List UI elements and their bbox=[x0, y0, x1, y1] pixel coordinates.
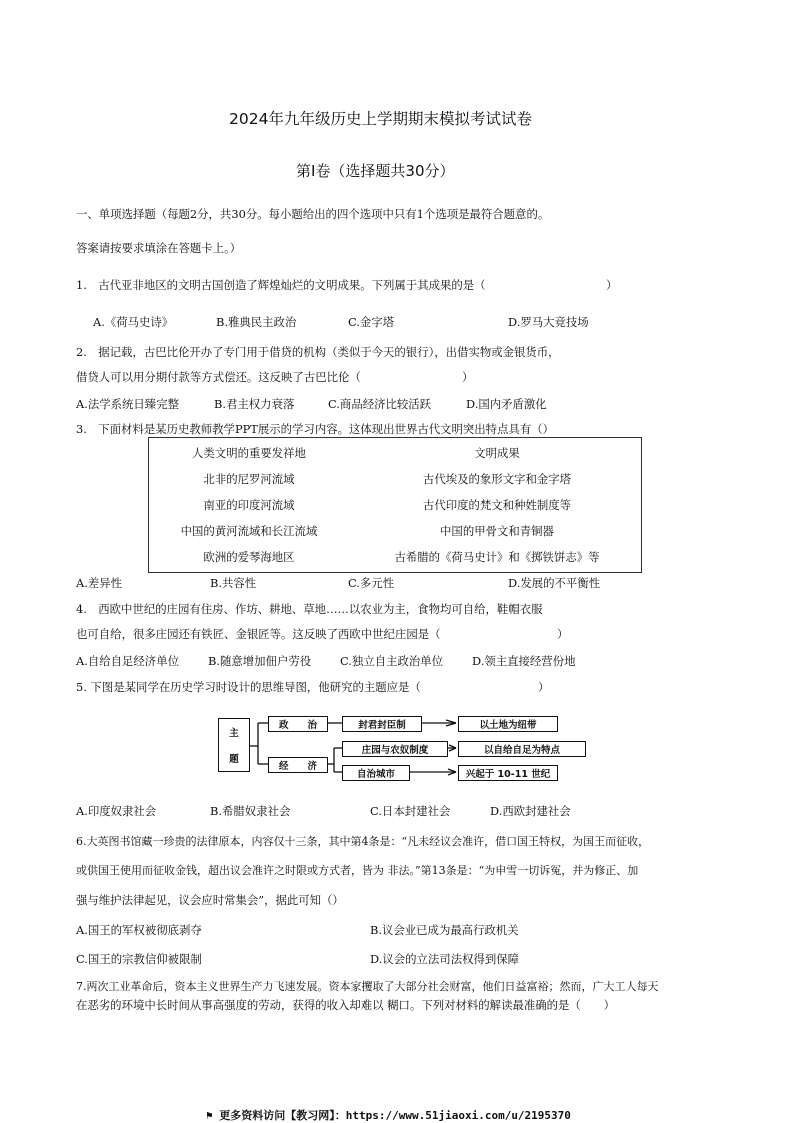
flag-icon: ⚑ bbox=[206, 1109, 220, 1122]
q3-option-d: D.发展的不平衡性 bbox=[508, 576, 601, 590]
q6-line-1: 6.大英图书馆藏一珍贵的法律原本，内容仅十三条，其中第4条是：“凡未经议会准许，借口国王特权，为国王而征收， bbox=[76, 835, 650, 848]
instructions-line-2: 答案请按要求填涂在答题卡上。） bbox=[76, 241, 242, 255]
table-header-left: 人类文明的重要发祥地 bbox=[192, 446, 306, 460]
mind-map-economy: 经 济 bbox=[268, 757, 328, 773]
q2-option-a: A.法学系统日臻完整 bbox=[76, 397, 179, 411]
q7-line-2: 在恶劣的环境中长时间从事高强度的劳动，获得的收入却难以 糊口。下列对材料的解读最准确的是（ ） bbox=[76, 998, 615, 1012]
q5-mind-map bbox=[216, 712, 586, 780]
q1-blank-close: ） bbox=[606, 278, 618, 292]
q5-option-a: A.印度奴隶社会 bbox=[76, 804, 157, 818]
mind-map-land: 以土地为纽带 bbox=[458, 716, 558, 732]
table-cell-left: 北非的尼罗河流域 bbox=[203, 472, 295, 486]
q6-option-c: C.国王的宗教信仰被限制 bbox=[76, 952, 202, 966]
table-cell-right: 中国的甲骨文和青铜器 bbox=[440, 524, 554, 538]
table-cell-left: 南亚的印度河流域 bbox=[203, 498, 295, 512]
q1-option-c: C.金字塔 bbox=[348, 315, 395, 329]
mind-map-manor: 庄园与农奴制度 bbox=[342, 741, 448, 757]
q3-option-a: A.差异性 bbox=[76, 576, 123, 590]
q2-option-c: C.商品经济比较活跃 bbox=[328, 397, 432, 411]
mind-map-politics: 政 治 bbox=[268, 716, 328, 732]
q4-option-b: B.随意增加佃户劳役 bbox=[208, 654, 312, 668]
footer-link[interactable] bbox=[206, 1107, 571, 1123]
theme-char-bottom: 题 bbox=[229, 754, 239, 765]
mind-map-self-sufficient: 以自给自足为特点 bbox=[458, 741, 586, 757]
q5-option-b: B.希腊奴隶社会 bbox=[210, 804, 291, 818]
q6-option-b: B.议会业已成为最高行政机关 bbox=[370, 923, 519, 937]
mind-map-fengjian: 封君封臣制 bbox=[342, 716, 422, 732]
footer-text: 更多资料访问【教习网】：https://www.51jiaoxi.com/u/2195370 bbox=[219, 1109, 571, 1122]
q4-line-2: 也可自给，很多庄园还有铁匠、金银匠等。这反映了西欧中世纪庄园是（ bbox=[76, 627, 441, 641]
q5-blank-close: ） bbox=[538, 680, 550, 694]
q6-line-2: 或供国王使用而征收金钱，超出议会准许之时限或方式者，皆为 非法。”第13条是：“为申雪一切诉冤，并为修正、加 bbox=[76, 864, 639, 877]
q1-stem: 1. 古代亚非地区的文明古国创造了辉煌灿烂的文明成果。下列属于其成果的是（ bbox=[76, 278, 486, 292]
table-cell-right: 古希腊的《荷马史计》和《掷铁饼志》等 bbox=[394, 550, 600, 564]
q1-option-a: A.《荷马史诗》 bbox=[93, 315, 174, 329]
q7-line-1: 7.两次工业革命后，资本主义世界生产力飞速发展。资本家攫取了大部分社会财富，他们日益富裕；然而，广大工人每天 bbox=[76, 980, 659, 993]
mind-map-city: 自治城市 bbox=[342, 765, 410, 781]
q5-stem: 5. 下图是某同学在历史学习时设计的思维导图，他研究的主题应是（ bbox=[76, 680, 421, 694]
q6-option-d: D.议会的立法司法权得到保障 bbox=[370, 952, 520, 966]
table-cell-left: 欧洲的爱琴海地区 bbox=[203, 550, 295, 564]
exam-title: 2024年九年级历史上学期期末模拟考试试卷 bbox=[229, 110, 532, 128]
q6-option-a: A.国王的军权被彻底剥夺 bbox=[76, 923, 202, 937]
q5-option-d: D.西欧封建社会 bbox=[490, 804, 571, 818]
mind-map-theme-box bbox=[218, 718, 250, 772]
q4-line-1: 4. 西欧中世纪的庄园有住房、作坊、耕地、草地……以农业为主，食物均可自给，鞋帽衣服 bbox=[76, 602, 543, 616]
q4-option-c: C.独立自主政治单位 bbox=[340, 654, 444, 668]
q2-option-d: D.国内矛盾激化 bbox=[466, 397, 547, 411]
q1-option-d: D.罗马大竞技场 bbox=[508, 315, 589, 329]
q3-option-b: B.共容性 bbox=[210, 576, 257, 590]
table-cell-left: 中国的黄河流域和长江流域 bbox=[180, 524, 318, 538]
table-header-right: 文明成果 bbox=[474, 446, 520, 460]
theme-char-top: 主 bbox=[229, 728, 239, 739]
q6-line-3: 强与维护法律起见，议会应时常集会”，据此可知（） bbox=[76, 893, 344, 907]
instructions-line-1: 一、单项选择题（每题2分，共30分。每小题给出的四个选项中只有1个选项是最符合题意的。 bbox=[76, 207, 550, 221]
table-cell-right: 古代印度的梵文和种姓制度等 bbox=[422, 498, 572, 512]
q3-stem: 3. 下面材料是某历史教师教学PPT展示的学习内容。这体现出世界古代文明突出特点具有（） bbox=[76, 422, 555, 436]
mind-map-rise: 兴起于 10-11 世纪 bbox=[458, 765, 558, 781]
q4-option-d: D.领主直接经营份地 bbox=[472, 654, 576, 668]
q1-option-b: B.雅典民主政治 bbox=[216, 315, 297, 329]
q2-line-1: 2. 据记载，古巴比伦开办了专门用于借贷的机构（类似于今天的银行），出借实物或金银货币， bbox=[76, 345, 560, 359]
q5-option-c: C.日本封建社会 bbox=[370, 804, 451, 818]
q3-option-c: C.多元性 bbox=[348, 576, 395, 590]
q4-option-a: A.自给自足经济单位 bbox=[76, 654, 179, 668]
q2-option-b: B.君主权力衰落 bbox=[214, 397, 295, 411]
q2-line-2: 借贷人可以用分期付款等方式偿还。这反映了古巴比伦（ bbox=[76, 370, 361, 384]
q3-material-table bbox=[148, 437, 642, 573]
section-title: 第Ⅰ卷（选择题共30分） bbox=[296, 162, 455, 180]
q4-blank-close: ） bbox=[557, 627, 569, 641]
q2-blank-close: ） bbox=[462, 370, 474, 384]
table-cell-right: 古代埃及的象形文字和金字塔 bbox=[422, 472, 572, 486]
